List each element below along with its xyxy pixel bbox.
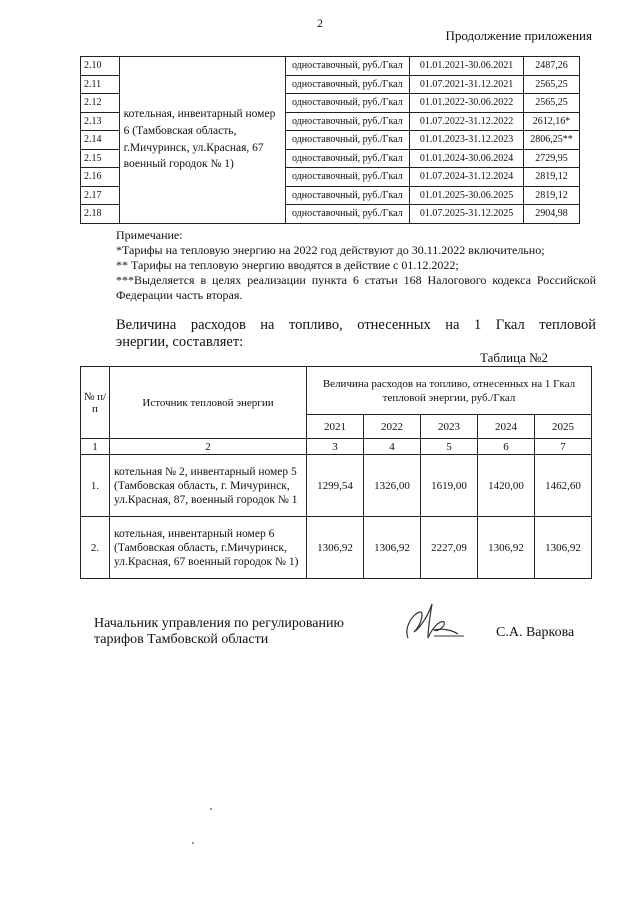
table2-caption: Таблица №2: [479, 350, 548, 365]
position-line2: тарифов Тамбовской области: [94, 632, 269, 647]
position-line1: Начальник управления по регулированию: [94, 616, 344, 631]
tariff-period: 01.07.2025-31.12.2025: [410, 205, 524, 224]
tariff-kind: одноставочный, руб./Гкал: [285, 57, 410, 76]
table-row: [81, 517, 592, 579]
tariff-value: 2819,12: [523, 168, 579, 187]
note-3: ***Выделяется в целях реализации пункта 6 статьи 168 Налогового кодекса Российской Федерации часть вторая.: [116, 273, 596, 302]
tariff-value: 2904,98: [523, 205, 579, 224]
tariff-kind: одноставочный, руб./Гкал: [285, 149, 410, 168]
tariff-value: 2819,12: [523, 186, 579, 205]
column-number: 3: [307, 439, 364, 455]
tariff-kind: одноставочный, руб./Гкал: [285, 205, 410, 224]
tariff-kind: одноставочный, руб./Гкал: [285, 112, 410, 131]
table-row: [81, 455, 592, 517]
notes-block: [116, 228, 596, 303]
scan-speck: [210, 808, 212, 810]
fuel-cost-value: 1619,00: [420, 455, 477, 517]
note-2: ** Тарифы на тепловую энергию вводятся в действие с 01.12.2022;: [116, 258, 459, 272]
tariff-value: 2612,16*: [523, 112, 579, 131]
row-index: 2.18: [81, 205, 120, 224]
row-index: 2.14: [81, 131, 120, 150]
notes-heading: Примечание:: [116, 228, 183, 242]
tariff-period: 01.01.2021-30.06.2021: [410, 57, 524, 76]
column-number: 7: [534, 439, 591, 455]
year-header: 2025: [534, 415, 591, 439]
tariff-period: 01.01.2022-30.06.2022: [410, 94, 524, 113]
tariff-period: 01.01.2024-30.06.2024: [410, 149, 524, 168]
fuel-cost-value: 1306,92: [477, 517, 534, 579]
signatory-position: [94, 616, 344, 648]
fuel-cost-value: 1306,92: [307, 517, 364, 579]
heat-source: котельная № 2, инвентарный номер 5 (Тамбовская область, г. Мичуринск, ул.Красная, 87, военный городок № 1: [110, 455, 307, 517]
year-header: 2024: [477, 415, 534, 439]
fuel-cost-value: 1420,00: [477, 455, 534, 517]
header-source: Источник тепловой энергии: [110, 367, 307, 439]
row-number: 2.: [81, 517, 110, 579]
tariff-period: 01.01.2025-30.06.2025: [410, 186, 524, 205]
fuel-cost-value: 1306,92: [534, 517, 591, 579]
fuel-cost-table: [80, 366, 592, 579]
tariff-value: 2565,25: [523, 94, 579, 113]
tariff-period: 01.01.2023-31.12.2023: [410, 131, 524, 150]
tariff-kind: одноставочный, руб./Гкал: [285, 186, 410, 205]
column-number: 1: [81, 439, 110, 455]
tariff-kind: одноставочный, руб./Гкал: [285, 168, 410, 187]
year-header: 2023: [420, 415, 477, 439]
fuel-cost-value: 1462,60: [534, 455, 591, 517]
column-number: 4: [363, 439, 420, 455]
column-number: 5: [420, 439, 477, 455]
header-fuel-cost: Величина расходов на топливо, отнесенных на 1 Гкал тепловой энергии, руб./Гкал: [307, 367, 592, 415]
tariff-kind: одноставочный, руб./Гкал: [285, 94, 410, 113]
tariff-period: 01.07.2022-31.12.2022: [410, 112, 524, 131]
note-1: *Тарифы на тепловую энергию на 2022 год действуют до 30.11.2022 включительно;: [116, 243, 545, 257]
tariff-value: 2487,26: [523, 57, 579, 76]
handwritten-signature: [398, 598, 468, 646]
page-number: 2: [317, 16, 323, 30]
row-index: 2.12: [81, 94, 120, 113]
row-number: 1.: [81, 455, 110, 517]
tariff-period: 01.07.2024-31.12.2024: [410, 168, 524, 187]
row-index: 2.10: [81, 57, 120, 76]
year-header: 2021: [307, 415, 364, 439]
row-index: 2.11: [81, 75, 120, 94]
tariff-value: 2806,25**: [523, 131, 579, 150]
tariff-kind: одноставочный, руб./Гкал: [285, 75, 410, 94]
fuel-lead-line2: энергии, составляет:: [116, 334, 244, 350]
tariff-period: 01.07.2021-31.12.2021: [410, 75, 524, 94]
fuel-cost-value: 1299,54: [307, 455, 364, 517]
year-header: 2022: [363, 415, 420, 439]
fuel-cost-value: 1326,00: [363, 455, 420, 517]
row-index: 2.17: [81, 186, 120, 205]
heat-source: котельная, инвентарный номер 6 (Тамбовская область, г.Мичуринск, ул.Красная, 67 военный городок № 1): [110, 517, 307, 579]
row-index: 2.16: [81, 168, 120, 187]
tariff-value: 2729,95: [523, 149, 579, 168]
continuation-title: Продолжение приложения: [445, 28, 592, 43]
header-no: № п/п: [81, 367, 110, 439]
row-index: 2.13: [81, 112, 120, 131]
fuel-lead-line1: Величина расходов на топливо, отнесенных на 1 Гкал тепловой: [116, 317, 596, 333]
row-index: 2.15: [81, 149, 120, 168]
tariff-kind: одноставочный, руб./Гкал: [285, 131, 410, 150]
tariff-table: [80, 56, 580, 224]
scan-speck: [192, 842, 194, 844]
heat-source: котельная, инвентарный номер 6 (Тамбовская область, г.Мичуринск, ул.Красная, 67 военный городок № 1): [119, 57, 285, 224]
column-number: 6: [477, 439, 534, 455]
tariff-value: 2565,25: [523, 75, 579, 94]
fuel-cost-value: 1306,92: [363, 517, 420, 579]
signatory-name: С.А. Варкова: [496, 625, 575, 640]
fuel-cost-value: 2227,09: [420, 517, 477, 579]
column-number: 2: [110, 439, 307, 455]
table-row: [81, 57, 580, 76]
